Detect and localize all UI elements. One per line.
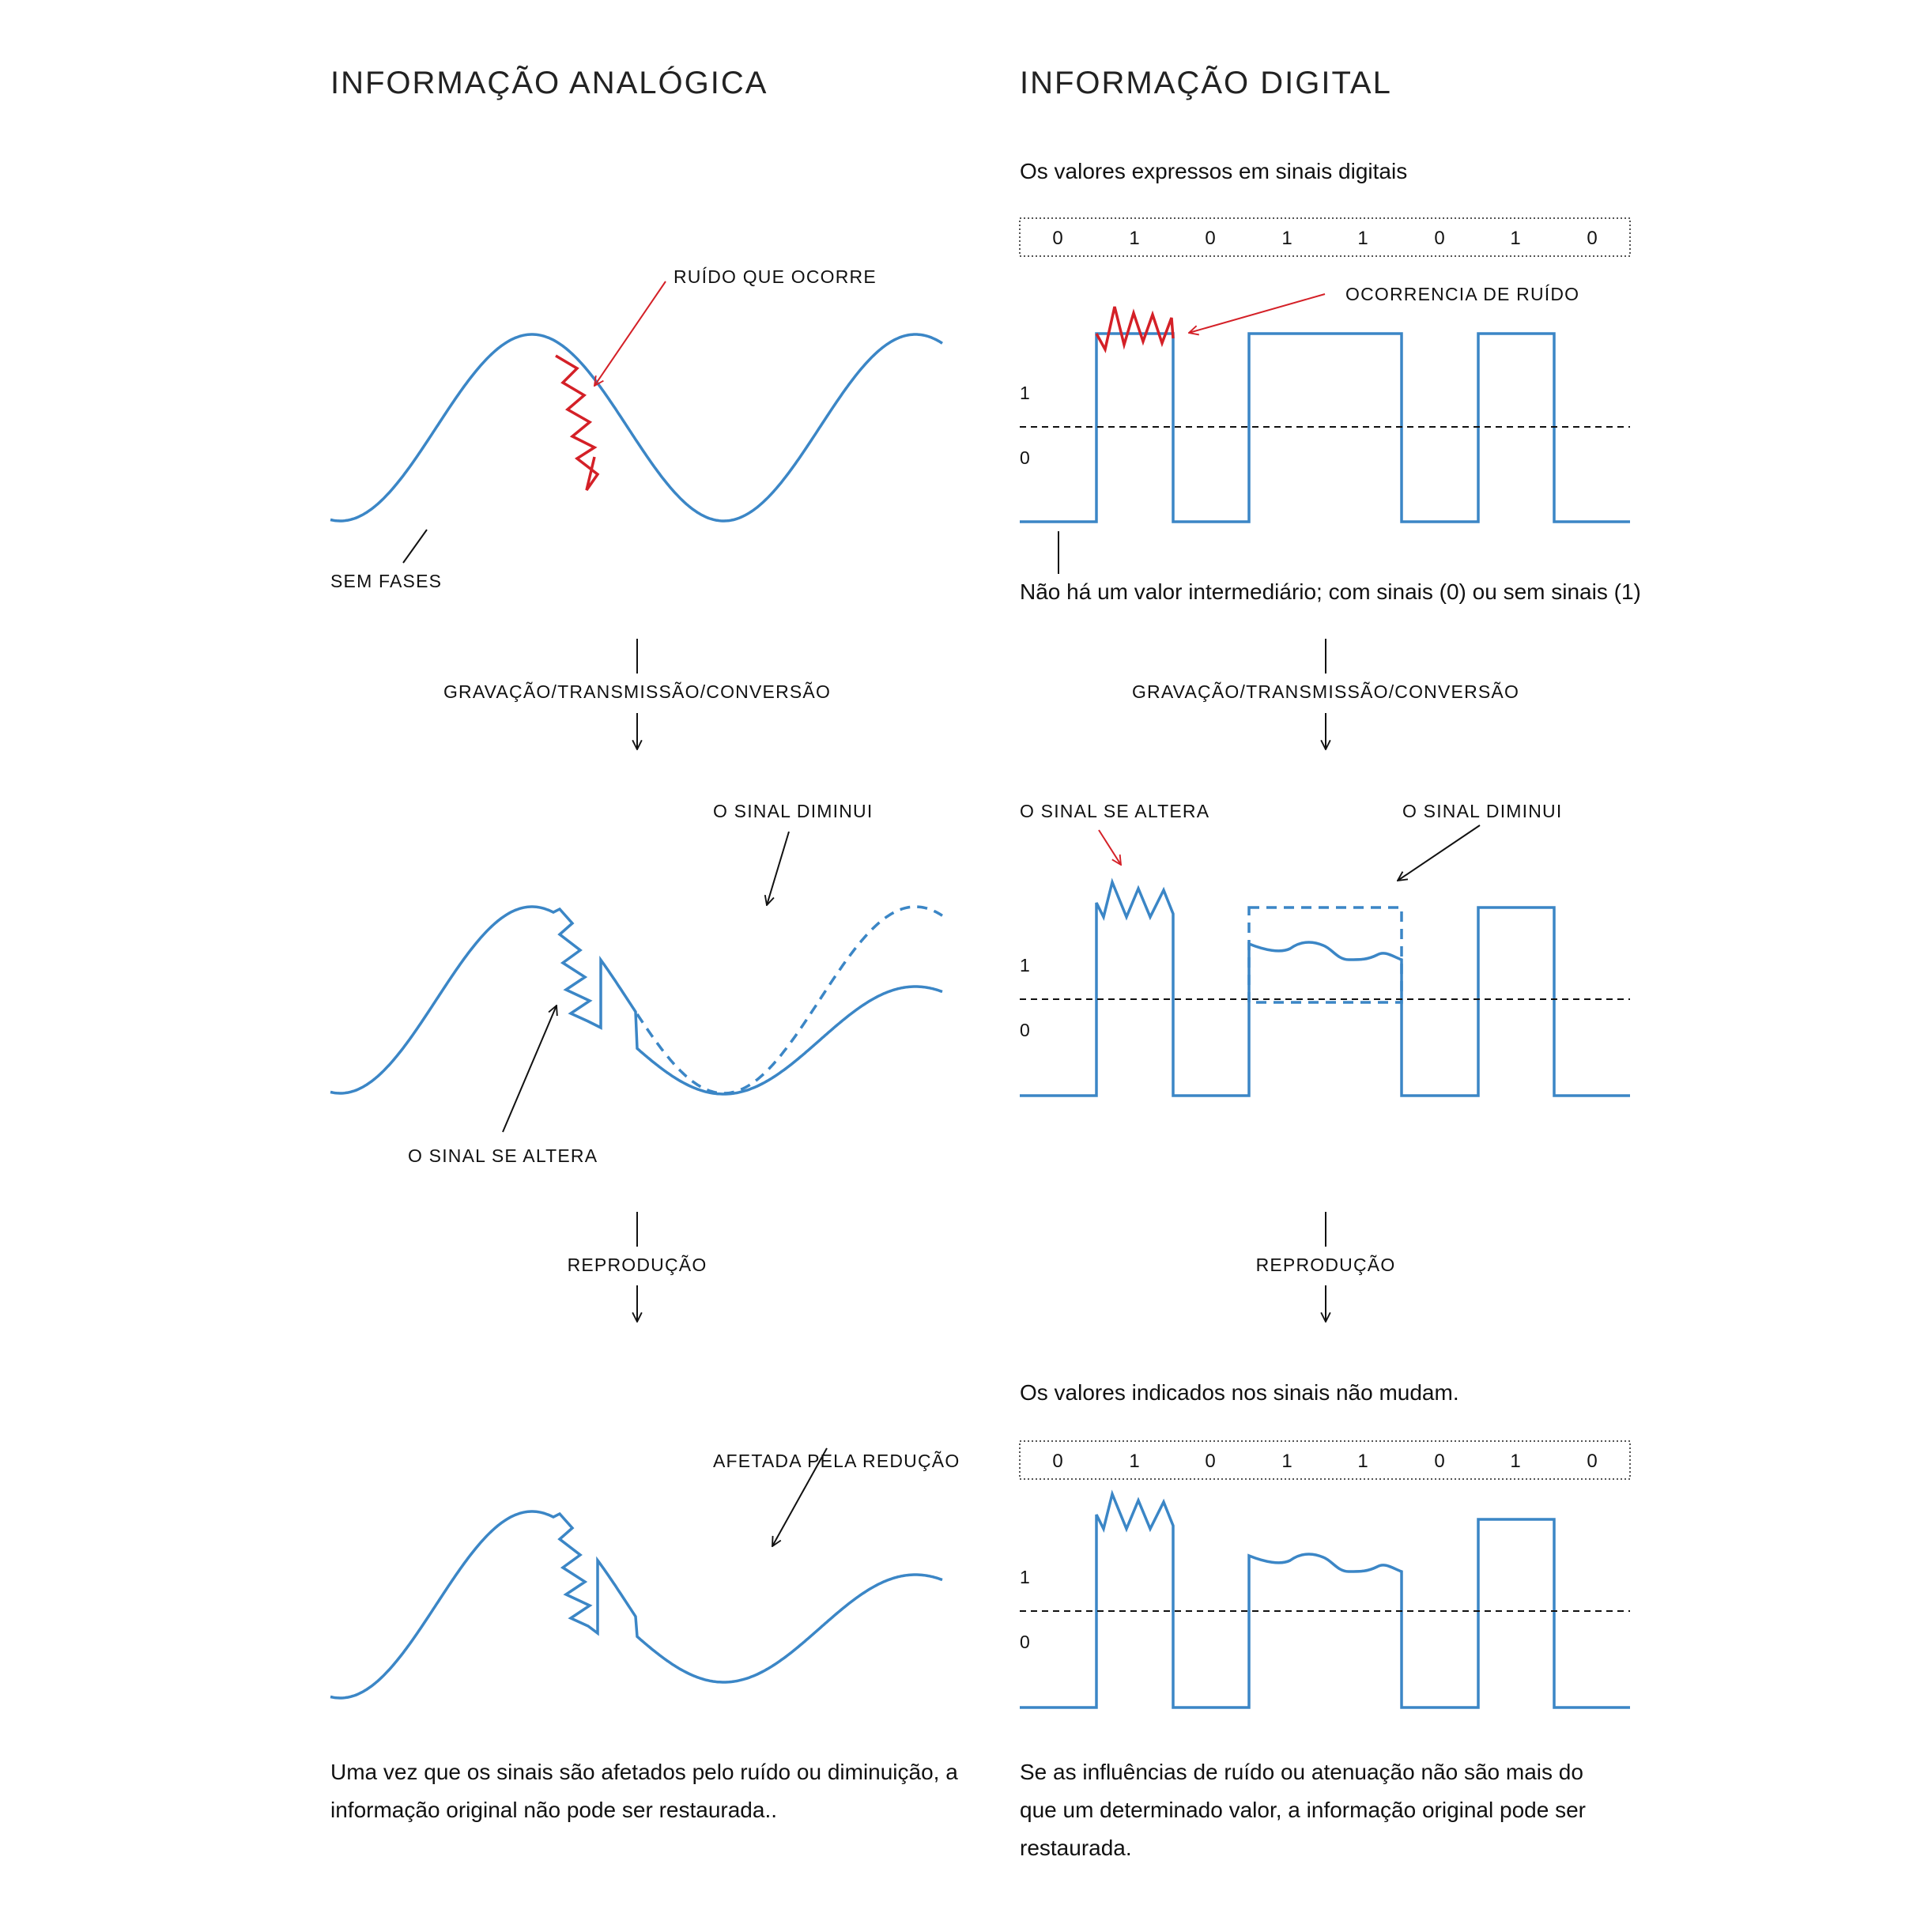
digital-change-label: O SINAL SE ALTERA <box>1020 801 1210 821</box>
level-high-label-2: 1 <box>1020 955 1030 975</box>
digital-unchanged-caption: Os valores indicados nos sinais não mudam. <box>1020 1380 1459 1405</box>
analog-decrease-label: O SINAL DIMINUI <box>713 801 874 821</box>
digital-noise-pointer <box>1189 294 1325 333</box>
bit-value: 1 <box>1357 228 1368 249</box>
digital-conclusion-line-3: restaurada. <box>1020 1836 1132 1860</box>
analog-conclusion-line-2: informação original não pode ser restaurada.. <box>330 1798 778 1822</box>
bit-value: 0 <box>1052 228 1063 249</box>
analog-change-label: O SINAL SE ALTERA <box>408 1145 598 1166</box>
digital-noise-label: OCORRENCIA DE RUÍDO <box>1345 284 1580 304</box>
digital-step1-label: GRAVAÇÃO/TRANSMISSÃO/CONVERSÃO <box>1131 681 1520 702</box>
digital-noise-squiggle <box>1096 307 1173 349</box>
level-low-label: 0 <box>1020 447 1030 468</box>
analog-title: INFORMAÇÃO ANALÓGICA <box>330 66 768 100</box>
digital-decrease-label: O SINAL DIMINUI <box>1402 801 1563 821</box>
digital-result-bit-box <box>1020 1441 1630 1479</box>
bit-value: 1 <box>1129 1451 1140 1472</box>
bit-value: 1 <box>1510 228 1521 249</box>
analog-step2-label: REPRODUÇÃO <box>567 1255 708 1275</box>
analog-conclusion-line-1: Uma vez que os sinais são afetados pelo ruído ou diminuição, a <box>330 1760 958 1784</box>
level-high-label-3: 1 <box>1020 1567 1030 1587</box>
bit-value: 0 <box>1052 1451 1063 1472</box>
bit-value: 1 <box>1510 1451 1521 1472</box>
digital-decrease-pointer <box>1398 825 1480 881</box>
bit-value: 1 <box>1129 228 1140 249</box>
digital-conclusion-line-1: Se as influências de ruído ou atenuação não são mais do <box>1020 1760 1583 1784</box>
bit-value: 1 <box>1281 1451 1292 1472</box>
digital-bit-row <box>1052 228 1597 249</box>
analog-phase-label: SEM FASES <box>330 571 443 591</box>
digital-bit-box <box>1020 218 1630 256</box>
digital-result-bit-row <box>1052 1451 1597 1472</box>
digital-conclusion-line-2: que um determinado valor, a informação original pode ser <box>1020 1798 1586 1822</box>
level-low-label-2: 0 <box>1020 1020 1030 1040</box>
bit-value: 0 <box>1205 1451 1216 1472</box>
digital-step2-label: REPRODUÇÃO <box>1255 1255 1396 1275</box>
bit-value: 0 <box>1587 1451 1598 1472</box>
bit-value: 0 <box>1434 1451 1445 1472</box>
digital-reproduced-signal <box>1020 1494 1630 1707</box>
bit-value: 0 <box>1587 228 1598 249</box>
analog-change-pointer <box>503 1006 557 1132</box>
level-low-label-3: 0 <box>1020 1632 1030 1652</box>
digital-values-caption: Os valores expressos em sinais digitais <box>1020 159 1408 183</box>
analog-step1-label: GRAVAÇÃO/TRANSMISSÃO/CONVERSÃO <box>443 681 832 702</box>
digital-change-pointer <box>1099 830 1121 865</box>
analog-reduction-label: AFETADA PELA REDUÇÃO <box>713 1451 960 1471</box>
analog-transmitted-wave <box>330 907 942 1094</box>
bit-value: 1 <box>1357 1451 1368 1472</box>
digital-title: INFORMAÇÃO DIGITAL <box>1020 66 1392 100</box>
analog-noise-pointer <box>594 281 666 386</box>
analog-noise-label: RUÍDO QUE OCORRE <box>674 266 877 287</box>
analog-phase-pointer <box>403 530 427 563</box>
digital-transmitted-signal <box>1020 882 1630 1096</box>
bit-value: 0 <box>1434 228 1445 249</box>
analog-reproduced-wave <box>330 1511 942 1698</box>
digital-no-intermediate: Não há um valor intermediário; com sinais (0) ou sem sinais (1) <box>1020 579 1641 604</box>
analog-original-wave <box>330 334 942 521</box>
analog-decrease-pointer <box>767 832 789 905</box>
bit-value: 0 <box>1205 228 1216 249</box>
bit-value: 1 <box>1281 228 1292 249</box>
level-high-label: 1 <box>1020 383 1030 403</box>
